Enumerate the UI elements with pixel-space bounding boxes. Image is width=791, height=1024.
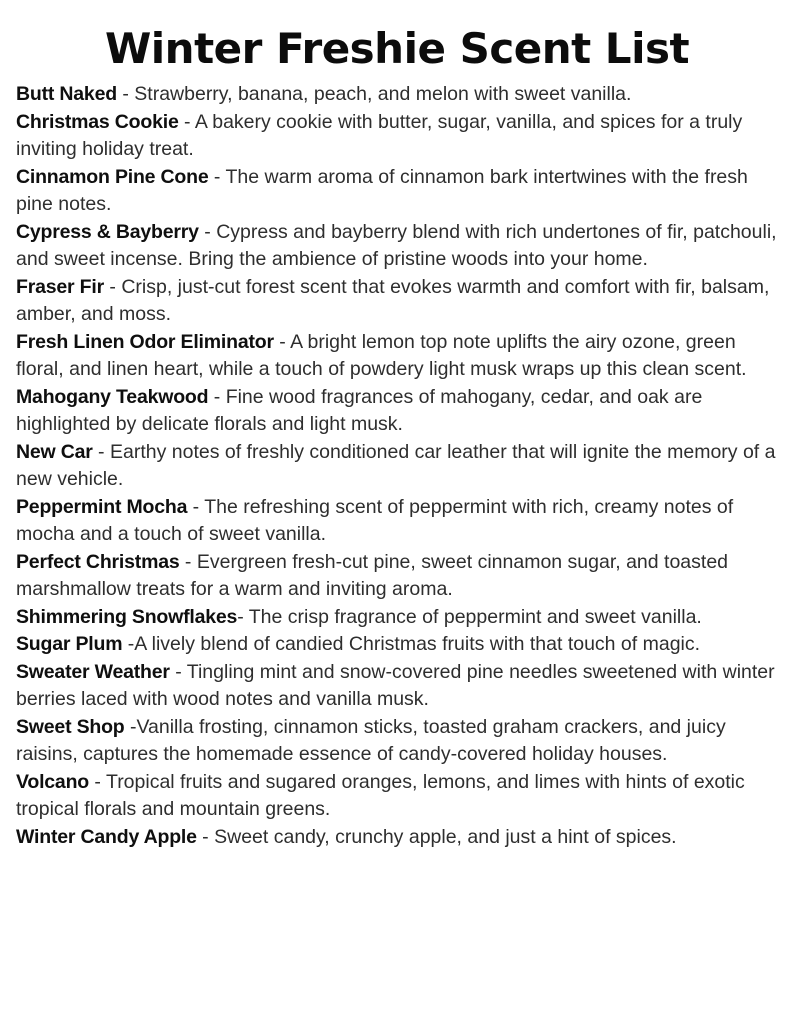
scent-item-butt-naked <box>16 81 778 109</box>
scent-item-fraser-fir <box>16 274 778 329</box>
scent-separator: - <box>92 440 110 463</box>
scent-separator: - <box>208 165 226 188</box>
scent-separator: - <box>196 825 215 848</box>
scent-description: Tingling mint and snow-covered pine needles sweetened with winter berries laced with wood notes and vanilla musk. <box>16 660 775 711</box>
scent-description: A bakery cookie with butter, sugar, vanilla, and spices for a truly inviting holiday treat. <box>16 110 743 161</box>
scent-name: Perfect Christmas <box>16 550 180 573</box>
scent-name: Sweet Shop <box>16 715 125 738</box>
scent-description: Vanilla frosting, cinnamon sticks, toasted graham crackers, and juicy raisins, captures the homemade essence of candy-covered holiday houses. <box>16 715 726 766</box>
scent-name: Sugar Plum <box>16 633 123 656</box>
scent-item-sugar-plum <box>16 631 778 659</box>
scent-separator: - <box>179 550 197 573</box>
scent-item-new-car <box>16 439 778 494</box>
scent-description: A bright lemon top note uplifts the airy ozone, green floral, and linen heart, while a touch of powdery light musk wraps up this clean scent. <box>16 330 747 381</box>
scent-description: Crisp, just-cut forest scent that evokes warmth and comfort with fir, balsam, amber, and moss. <box>16 275 770 326</box>
scent-separator: - <box>187 495 205 518</box>
scent-name: Butt Naked <box>16 83 117 106</box>
scent-name: Sweater Weather <box>16 660 170 683</box>
scent-separator: - <box>124 715 137 738</box>
scent-item-perfect-christmas <box>16 549 778 604</box>
scent-item-cinnamon-pine-cone <box>16 164 778 219</box>
scent-item-christmas-cookie <box>16 109 778 164</box>
scent-description: The refreshing scent of peppermint with rich, creamy notes of mocha and a touch of sweet vanilla. <box>16 495 734 546</box>
scent-name: Fraser Fir <box>16 275 104 298</box>
scent-description: Cypress and bayberry blend with rich undertones of fir, patchouli, and sweet incense. Bring the ambience of pristine woods into your home. <box>16 220 777 271</box>
scent-item-sweater-weather <box>16 659 778 714</box>
scent-list <box>16 81 778 851</box>
scent-description: Strawberry, banana, peach, and melon with sweet vanilla. <box>134 83 632 106</box>
scent-description: The crisp fragrance of peppermint and sweet vanilla. <box>248 605 702 628</box>
scent-name: New Car <box>16 440 93 463</box>
scent-item-peppermint-mocha <box>16 494 778 549</box>
scent-separator: - <box>103 275 122 298</box>
scent-description: Sweet candy, crunchy apple, and just a hint of spices. <box>214 825 677 848</box>
scent-item-sweet-shop <box>16 714 778 769</box>
scent-description: Tropical fruits and sugared oranges, lemons, and limes with hints of exotic tropical florals and mountain greens. <box>16 770 745 821</box>
scent-separator: - <box>208 385 226 408</box>
scent-name: Shimmering Snowflakes <box>16 605 238 628</box>
scent-name: Volcano <box>16 770 90 793</box>
scent-separator: - <box>237 605 249 628</box>
scent-separator: - <box>122 633 135 656</box>
scent-item-cypress-bayberry <box>16 219 778 274</box>
scent-name: Peppermint Mocha <box>16 495 188 518</box>
scent-name: Winter Candy Apple <box>16 825 197 848</box>
scent-item-winter-candy-apple <box>16 824 778 852</box>
scent-item-fresh-linen-odor-eliminator <box>16 329 778 384</box>
scent-name: Cinnamon Pine Cone <box>16 165 209 188</box>
page-title: Winter Freshie Scent List <box>104 24 690 73</box>
scent-item-shimmering-snowflakes <box>16 604 778 632</box>
scent-name: Cypress & Bayberry <box>16 220 199 243</box>
scent-name: Mahogany Teakwood <box>16 385 209 408</box>
scent-separator: - <box>178 110 195 133</box>
scent-separator: - <box>116 83 135 106</box>
scent-description: Evergreen fresh-cut pine, sweet cinnamon sugar, and toasted marshmallow treats for a warm and inviting aroma. <box>16 550 729 601</box>
scent-name: Christmas Cookie <box>16 110 179 133</box>
scent-description: Fine wood fragrances of mahogany, cedar, and oak are highlighted by delicate florals and light musk. <box>16 385 703 436</box>
scent-separator: - <box>198 220 217 243</box>
scent-separator: - <box>169 660 187 683</box>
scent-separator: - <box>89 770 106 793</box>
scent-description: A lively blend of candied Christmas fruits with that touch of magic. <box>134 633 701 656</box>
scent-item-volcano <box>16 769 778 824</box>
scent-description: Earthy notes of freshly conditioned car leather that will ignite the memory of a new vehicle. <box>16 440 776 491</box>
scent-separator: - <box>273 330 291 353</box>
scent-item-mahogany-teakwood <box>16 384 778 439</box>
scent-name: Fresh Linen Odor Eliminator <box>16 330 274 353</box>
scent-description: The warm aroma of cinnamon bark intertwines with the fresh pine notes. <box>16 165 748 216</box>
